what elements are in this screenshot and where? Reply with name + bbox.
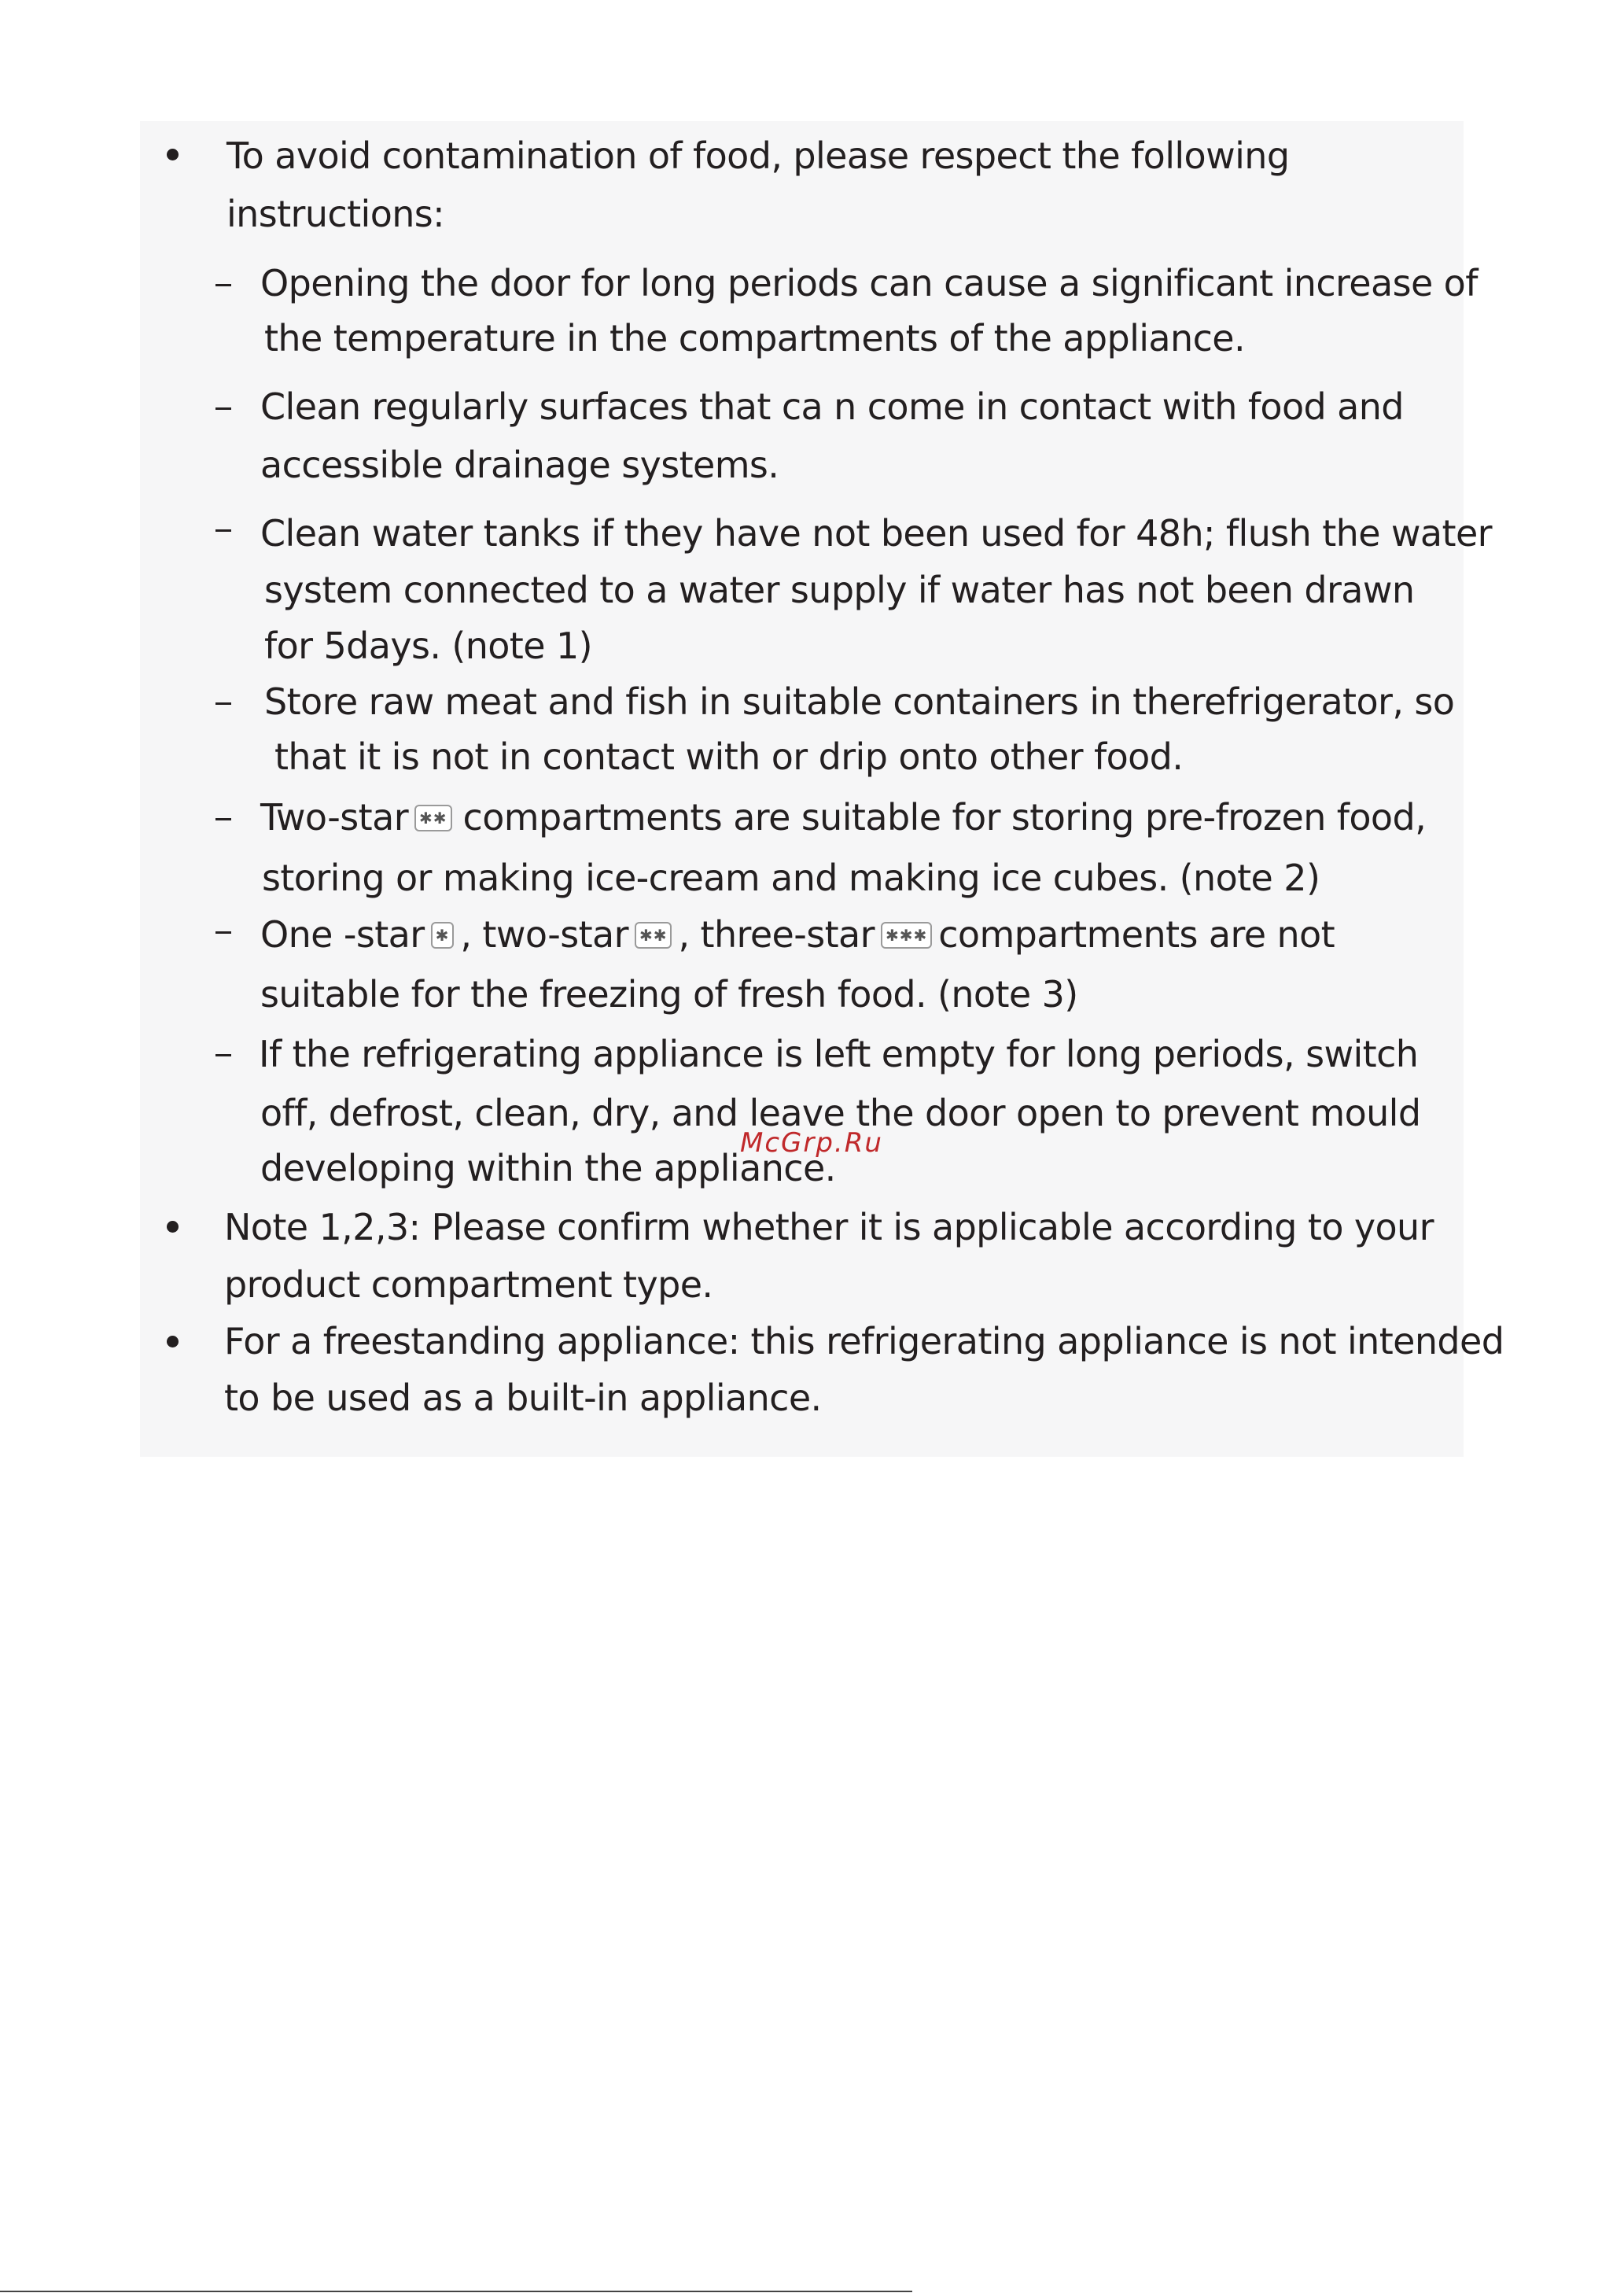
item-3-line-2: system connected to a water supply if water has not been drawn: [264, 569, 1415, 611]
bullet-1-line-2: instructions:: [226, 193, 445, 235]
bullet-marker-1: [167, 149, 179, 160]
one-star-icon: ✱: [431, 922, 455, 949]
three-star-icon: ✱✱✱: [881, 922, 932, 949]
dash-marker-3: [215, 529, 231, 532]
item-5-text-b: compartments are suitable for storing pre-frozen food,: [462, 796, 1427, 839]
item-6-text-1: One -star: [260, 913, 425, 956]
item-6-text-2: , two-star: [460, 913, 628, 956]
bullet-marker-2: [167, 1221, 179, 1233]
item-5-line-1: [260, 795, 1426, 839]
item-4-line-1: Store raw meat and fish in suitable containers in therefrigerator, so: [264, 680, 1455, 723]
item-5-line-2: storing or making ice-cream and making ice cubes. (note 2): [262, 857, 1320, 899]
item-1-line-1: Opening the door for long periods can cause a significant increase of: [260, 262, 1478, 304]
bullet-marker-3: [167, 1336, 179, 1347]
item-7-line-1: If the refrigerating appliance is left empty for long periods, switch: [259, 1033, 1419, 1075]
item-5-text-a: Two-star: [260, 796, 409, 839]
item-4-line-2: that it is not in contact with or drip onto other food.: [274, 735, 1184, 778]
two-star-icon: ✱✱: [635, 922, 672, 949]
item-7-line-2: off, defrost, clean, dry, and leave the door open to prevent mould: [260, 1092, 1421, 1134]
bullet-3-line-1: For a freestanding appliance: this refrigerating appliance is not intended: [224, 1320, 1504, 1362]
item-2-line-1: Clean regularly surfaces that ca n come in contact with food and: [260, 385, 1404, 428]
item-7-line-3: developing within the appliance.: [260, 1147, 836, 1189]
bullet-2-line-2: product compartment type.: [224, 1263, 713, 1306]
item-1-line-2: the temperature in the compartments of the appliance.: [264, 317, 1245, 359]
footer-rule: [0, 2291, 912, 2292]
dash-marker-2: [215, 407, 231, 410]
dash-marker-7: [215, 1054, 231, 1056]
dash-marker-6: [215, 931, 231, 934]
bullet-1-line-1: To avoid contamination of food, please respect the following: [226, 135, 1290, 177]
item-3-line-3: for 5days. (note 1): [264, 625, 592, 667]
dash-marker-4: [215, 702, 231, 705]
two-star-icon: ✱✱: [414, 805, 452, 831]
dash-marker-1: [215, 284, 231, 286]
item-6-text-3: , three-star: [678, 913, 875, 956]
item-6-line-1: [260, 912, 1335, 957]
watermark-text: McGrp.Ru: [740, 1127, 883, 1159]
item-3-line-1: Clean water tanks if they have not been used for 48h; flush the water: [260, 512, 1492, 555]
dash-marker-5: [215, 818, 231, 820]
item-2-line-2: accessible drainage systems.: [260, 444, 779, 486]
item-6-text-4: compartments are not: [938, 913, 1335, 956]
item-6-line-2: suitable for the freezing of fresh food. (note 3): [260, 973, 1078, 1016]
bullet-2-line-1: Note 1,2,3: Please confirm whether it is applicable according to your: [224, 1206, 1434, 1248]
bullet-3-line-2: to be used as a built-in appliance.: [224, 1377, 822, 1419]
